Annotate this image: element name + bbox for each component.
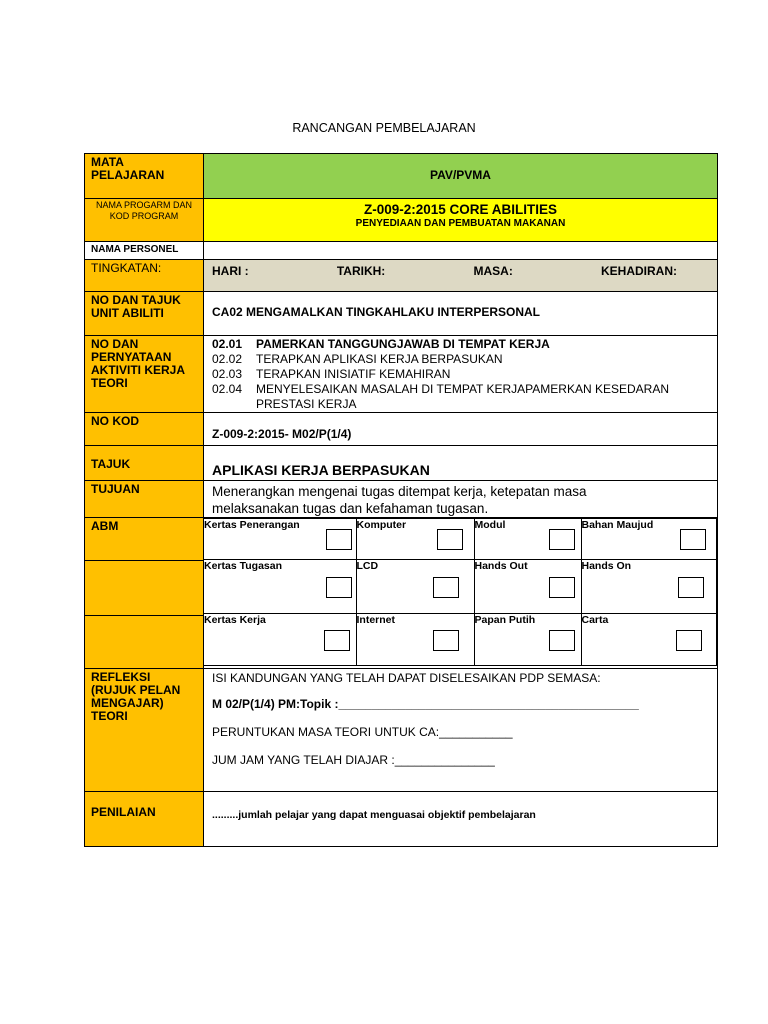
- value-mata-pelajaran: PAV/PVMA: [204, 154, 718, 199]
- value-program: [204, 199, 718, 242]
- aktiviti-item-4-cont: PRESTASI KERJA: [256, 397, 357, 411]
- value-aktiviti: [204, 336, 718, 413]
- program-code: Z-009-2:2015 CORE ABILITIES: [363, 202, 558, 217]
- abm-option[interactable]: Hands Out: [474, 560, 581, 614]
- abm-option[interactable]: LCD: [356, 560, 474, 614]
- abm-option[interactable]: Komputer: [356, 519, 474, 560]
- row-mata-pelajaran: [85, 154, 718, 199]
- checkbox[interactable]: [433, 630, 459, 651]
- abm-option[interactable]: Internet: [356, 614, 474, 666]
- checkbox[interactable]: [678, 577, 704, 598]
- value-refleksi: [204, 669, 718, 792]
- abm-option[interactable]: Kertas Penerangan: [204, 519, 356, 560]
- label-abiliti: NO DAN TAJUK UNIT ABILITI: [85, 292, 204, 336]
- checkbox[interactable]: [437, 529, 463, 550]
- row-abiliti: [85, 292, 718, 336]
- label-penilaian: PENILAIAN: [85, 792, 204, 847]
- label-program: NAMA PROGARM DAN KOD PROGRAM: [85, 199, 204, 242]
- refleksi-line-3[interactable]: PERUNTUKAN MASA TEORI UNTUK CA:___________: [212, 725, 513, 739]
- label-kehadiran: KEHADIRAN:: [601, 264, 677, 278]
- label-tajuk: TAJUK: [85, 446, 204, 481]
- abm-option[interactable]: Bahan Maujud: [581, 519, 717, 560]
- value-no-kod: Z-009-2:2015- M02/P(1/4): [204, 413, 718, 446]
- aktiviti-item-1: 02.01 PAMERKAN TANGGUNGJAWAB DI TEMPAT KERJA: [212, 337, 550, 351]
- checkbox[interactable]: [549, 529, 575, 550]
- refleksi-line-1: ISI KANDUNGAN YANG TELAH DAPAT DISELESAIKAN PDP SEMASA:: [212, 671, 601, 685]
- checkbox[interactable]: [433, 577, 459, 598]
- abm-option[interactable]: Kertas Tugasan: [204, 560, 356, 614]
- program-name: PENYEDIAAN DAN PEMBUATAN MAKANAN: [355, 218, 566, 229]
- row-tajuk: [85, 446, 718, 481]
- label-tujuan: TUJUAN: [85, 481, 204, 518]
- row-no-kod: [85, 413, 718, 446]
- document-title: RANCANGAN PEMBELAJARAN: [292, 121, 476, 135]
- value-tajuk: APLIKASI KERJA BERPASUKAN: [204, 446, 718, 481]
- row-refleksi: [85, 669, 718, 792]
- label-personel: NAMA PERSONEL: [85, 242, 204, 260]
- refleksi-line-4[interactable]: JUM JAM YANG TELAH DIAJAR :_______________: [212, 753, 495, 767]
- abm-option[interactable]: Kertas Kerja: [204, 614, 356, 666]
- checkbox[interactable]: [676, 630, 702, 651]
- abm-option[interactable]: Modul: [474, 519, 581, 560]
- aktiviti-item-3: 02.03 TERAPKAN INISIATIF KEMAHIRAN: [212, 367, 451, 381]
- abm-option[interactable]: Hands On: [581, 560, 717, 614]
- checkbox[interactable]: [549, 630, 575, 651]
- label-no-kod: NO KOD: [85, 413, 204, 446]
- row-personel: [85, 242, 718, 260]
- checkbox[interactable]: [324, 630, 350, 651]
- row-abm: [85, 518, 718, 669]
- aktiviti-item-4: 02.04 MENYELESAIKAN MASALAH DI TEMPAT KERJAPAMERKAN KESEDARAN: [212, 382, 669, 396]
- label-hari: HARI :: [212, 264, 249, 278]
- lesson-plan-table: [84, 153, 718, 847]
- label-refleksi: REFLEKSI (RUJUK PELAN MENGAJAR) TEORI: [85, 669, 204, 792]
- checkbox[interactable]: [680, 529, 706, 550]
- tujuan-line-1: Menerangkan mengenai tugas ditempat kerja, ketepatan masa: [212, 484, 587, 499]
- checkbox[interactable]: [549, 577, 575, 598]
- abm-grid: [204, 518, 717, 666]
- abm-option[interactable]: Papan Putih: [474, 614, 581, 666]
- label-aktiviti: NO DAN PERNYATAAN AKTIVITI KERJA TEORI: [85, 336, 204, 413]
- label-abm: ABM: [85, 518, 204, 669]
- checkbox[interactable]: [326, 577, 352, 598]
- value-penilaian: .........jumlah pelajar yang dapat menguasai objektif pembelajaran: [204, 792, 718, 847]
- row-program: [85, 199, 718, 242]
- label-tarikh: TARIKH:: [336, 264, 386, 278]
- aktiviti-item-2: 02.02 TERAPKAN APLIKASI KERJA BERPASUKAN: [212, 352, 503, 366]
- value-tujuan: [204, 481, 718, 518]
- value-abiliti: CA02 MENGAMALKAN TINGKAHLAKU INTERPERSONAL: [204, 292, 718, 336]
- row-aktiviti: [85, 336, 718, 413]
- row-tujuan: [85, 481, 718, 518]
- abm-grid-cell: [204, 518, 718, 669]
- row-penilaian: [85, 792, 718, 847]
- label-tingkatan: TINGKATAN:: [85, 260, 204, 292]
- label-masa: MASA:: [473, 264, 513, 278]
- value-personel[interactable]: [204, 242, 718, 260]
- row-tingkatan: [85, 260, 718, 292]
- tujuan-line-2: melaksanakan tugas dan kefahaman tugasan.: [212, 501, 489, 516]
- abm-option[interactable]: Carta: [581, 614, 717, 666]
- label-mata-pelajaran: MATA PELAJARAN: [85, 154, 204, 199]
- checkbox[interactable]: [326, 529, 352, 550]
- refleksi-line-2[interactable]: M 02/P(1/4) PM:Topik :_____________________________________________: [212, 697, 639, 711]
